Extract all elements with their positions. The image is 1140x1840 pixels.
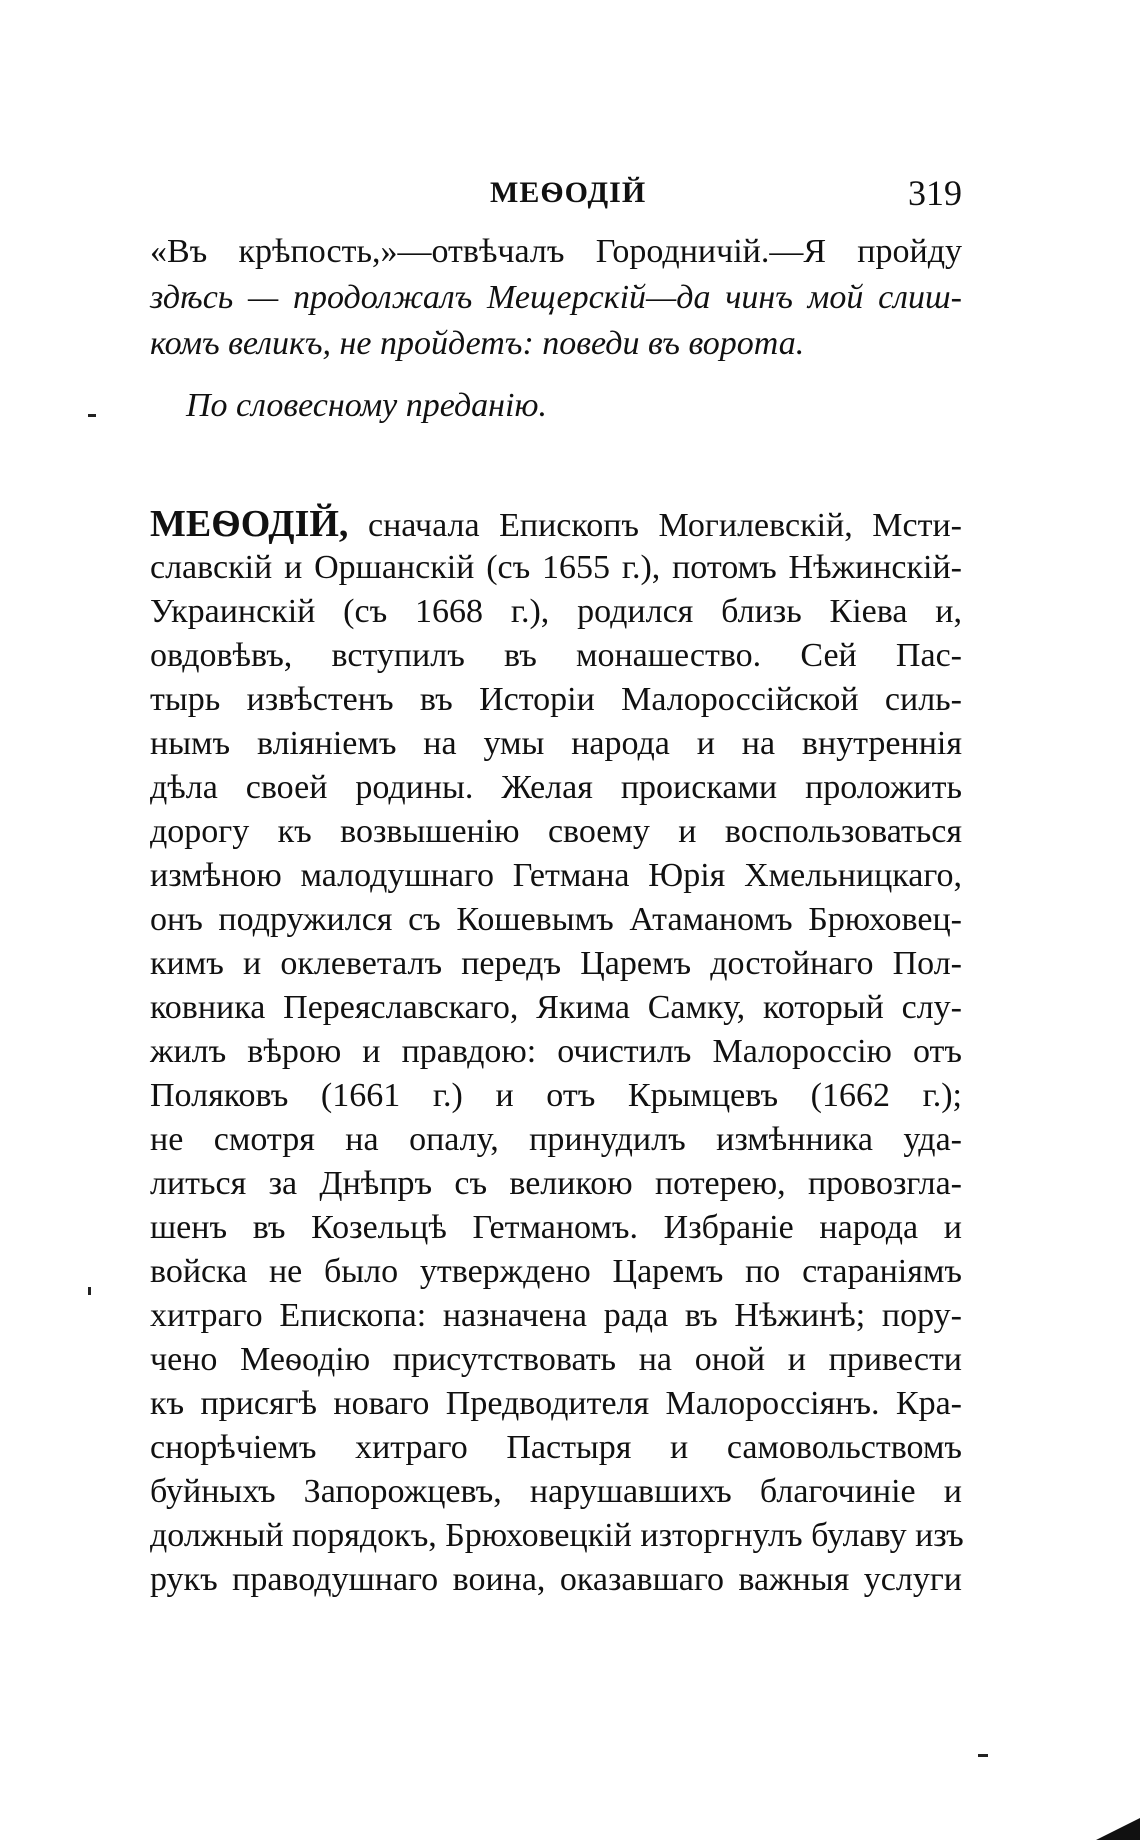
article-line: измѣною малодушнаго Гетмана Юрія Хмельницкаго, [150,857,962,894]
page-header [150,172,962,222]
article-line: не смотря на опалу, принудилъ измѣнника уда- [150,1121,962,1158]
article-line: дорогу къ возвышенію своему и воспользоваться [150,813,962,850]
quote-line-2: здѣсь — продолжалъ Мещерскій—да чинъ мой слиш- [150,279,962,316]
first-line-text: сначала Епископъ Могилевскій, Мсти- [368,507,962,544]
article-line: рукъ праводушнаго воина, оказавшаго важныя услуги [150,1561,962,1598]
print-speck [978,1754,988,1757]
article-line: войска не было утверждено Царемъ по стараніямъ [150,1253,962,1290]
article-line: Украинскій (съ 1668 г.), родился близь Кіева и, [150,593,962,630]
article-line: нымъ вліяніемъ на умы народа и на внутреннія [150,725,962,762]
print-speck [88,1287,91,1295]
article-line: ковника Переяславскаго, Якима Самку, который слу- [150,989,962,1026]
article-line: буйныхъ Запорожцевъ, нарушавшихъ благочиніе и [150,1473,962,1510]
article-line: снорѣчіемъ хитраго Пастыря и самовольствомъ [150,1429,962,1466]
article-line: жилъ вѣрою и правдою: очистилъ Малороссію отъ [150,1033,962,1070]
running-head: МЕѲОДІЙ [490,176,647,209]
page-edge-shadow [1096,1796,1140,1840]
article-line: литься за Днѣпръ съ великою потерею, провозгла- [150,1165,962,1202]
article-line: овдовѣвъ, вступилъ въ монашество. Сей Пас- [150,637,962,674]
article-line: къ присягѣ новаго Предводителя Малороссіянъ. Кра- [150,1385,962,1422]
article-line: тырь извѣстенъ въ Исторіи Малороссійской силь- [150,681,962,718]
article-line: должный порядокъ, Брюховецкій изторгнулъ булаву изъ [150,1517,964,1554]
article-line: онъ подружился съ Кошевымъ Атаманомъ Брюховец- [150,901,962,938]
article-line: дѣла своей родины. Желая происками проложить [150,769,962,806]
article-line: хитраго Епископа: назначена рада въ Нѣжинѣ; пору- [150,1297,962,1334]
quote-line-3: комъ великъ, не пройдетъ: поведи въ ворота. [150,325,805,362]
quote-line-1: «Въ крѣпость,»—отвѣчалъ Городничій.—Я пройду [150,233,962,270]
article-first-line [150,502,962,548]
article-line: кимъ и оклеветалъ передъ Царемъ достойнаго Пол- [150,945,962,982]
page-number: 319 [908,173,962,213]
article-line: шенъ въ Козельцѣ Гетманомъ. Избраніе народа и [150,1209,962,1246]
print-speck [88,414,96,417]
entry-term: МЕѲОДІЙ, [150,503,349,545]
article-line: славскій и Оршанскій (съ 1655 г.), потомъ Нѣжинскій- [150,549,962,586]
article-line: Поляковъ (1661 г.) и отъ Крымцевъ (1662 г.); [150,1077,962,1114]
quote-source: По словесному преданію. [186,387,547,424]
article-line: чено Меѳодію присутствовать на оной и привести [150,1341,962,1378]
